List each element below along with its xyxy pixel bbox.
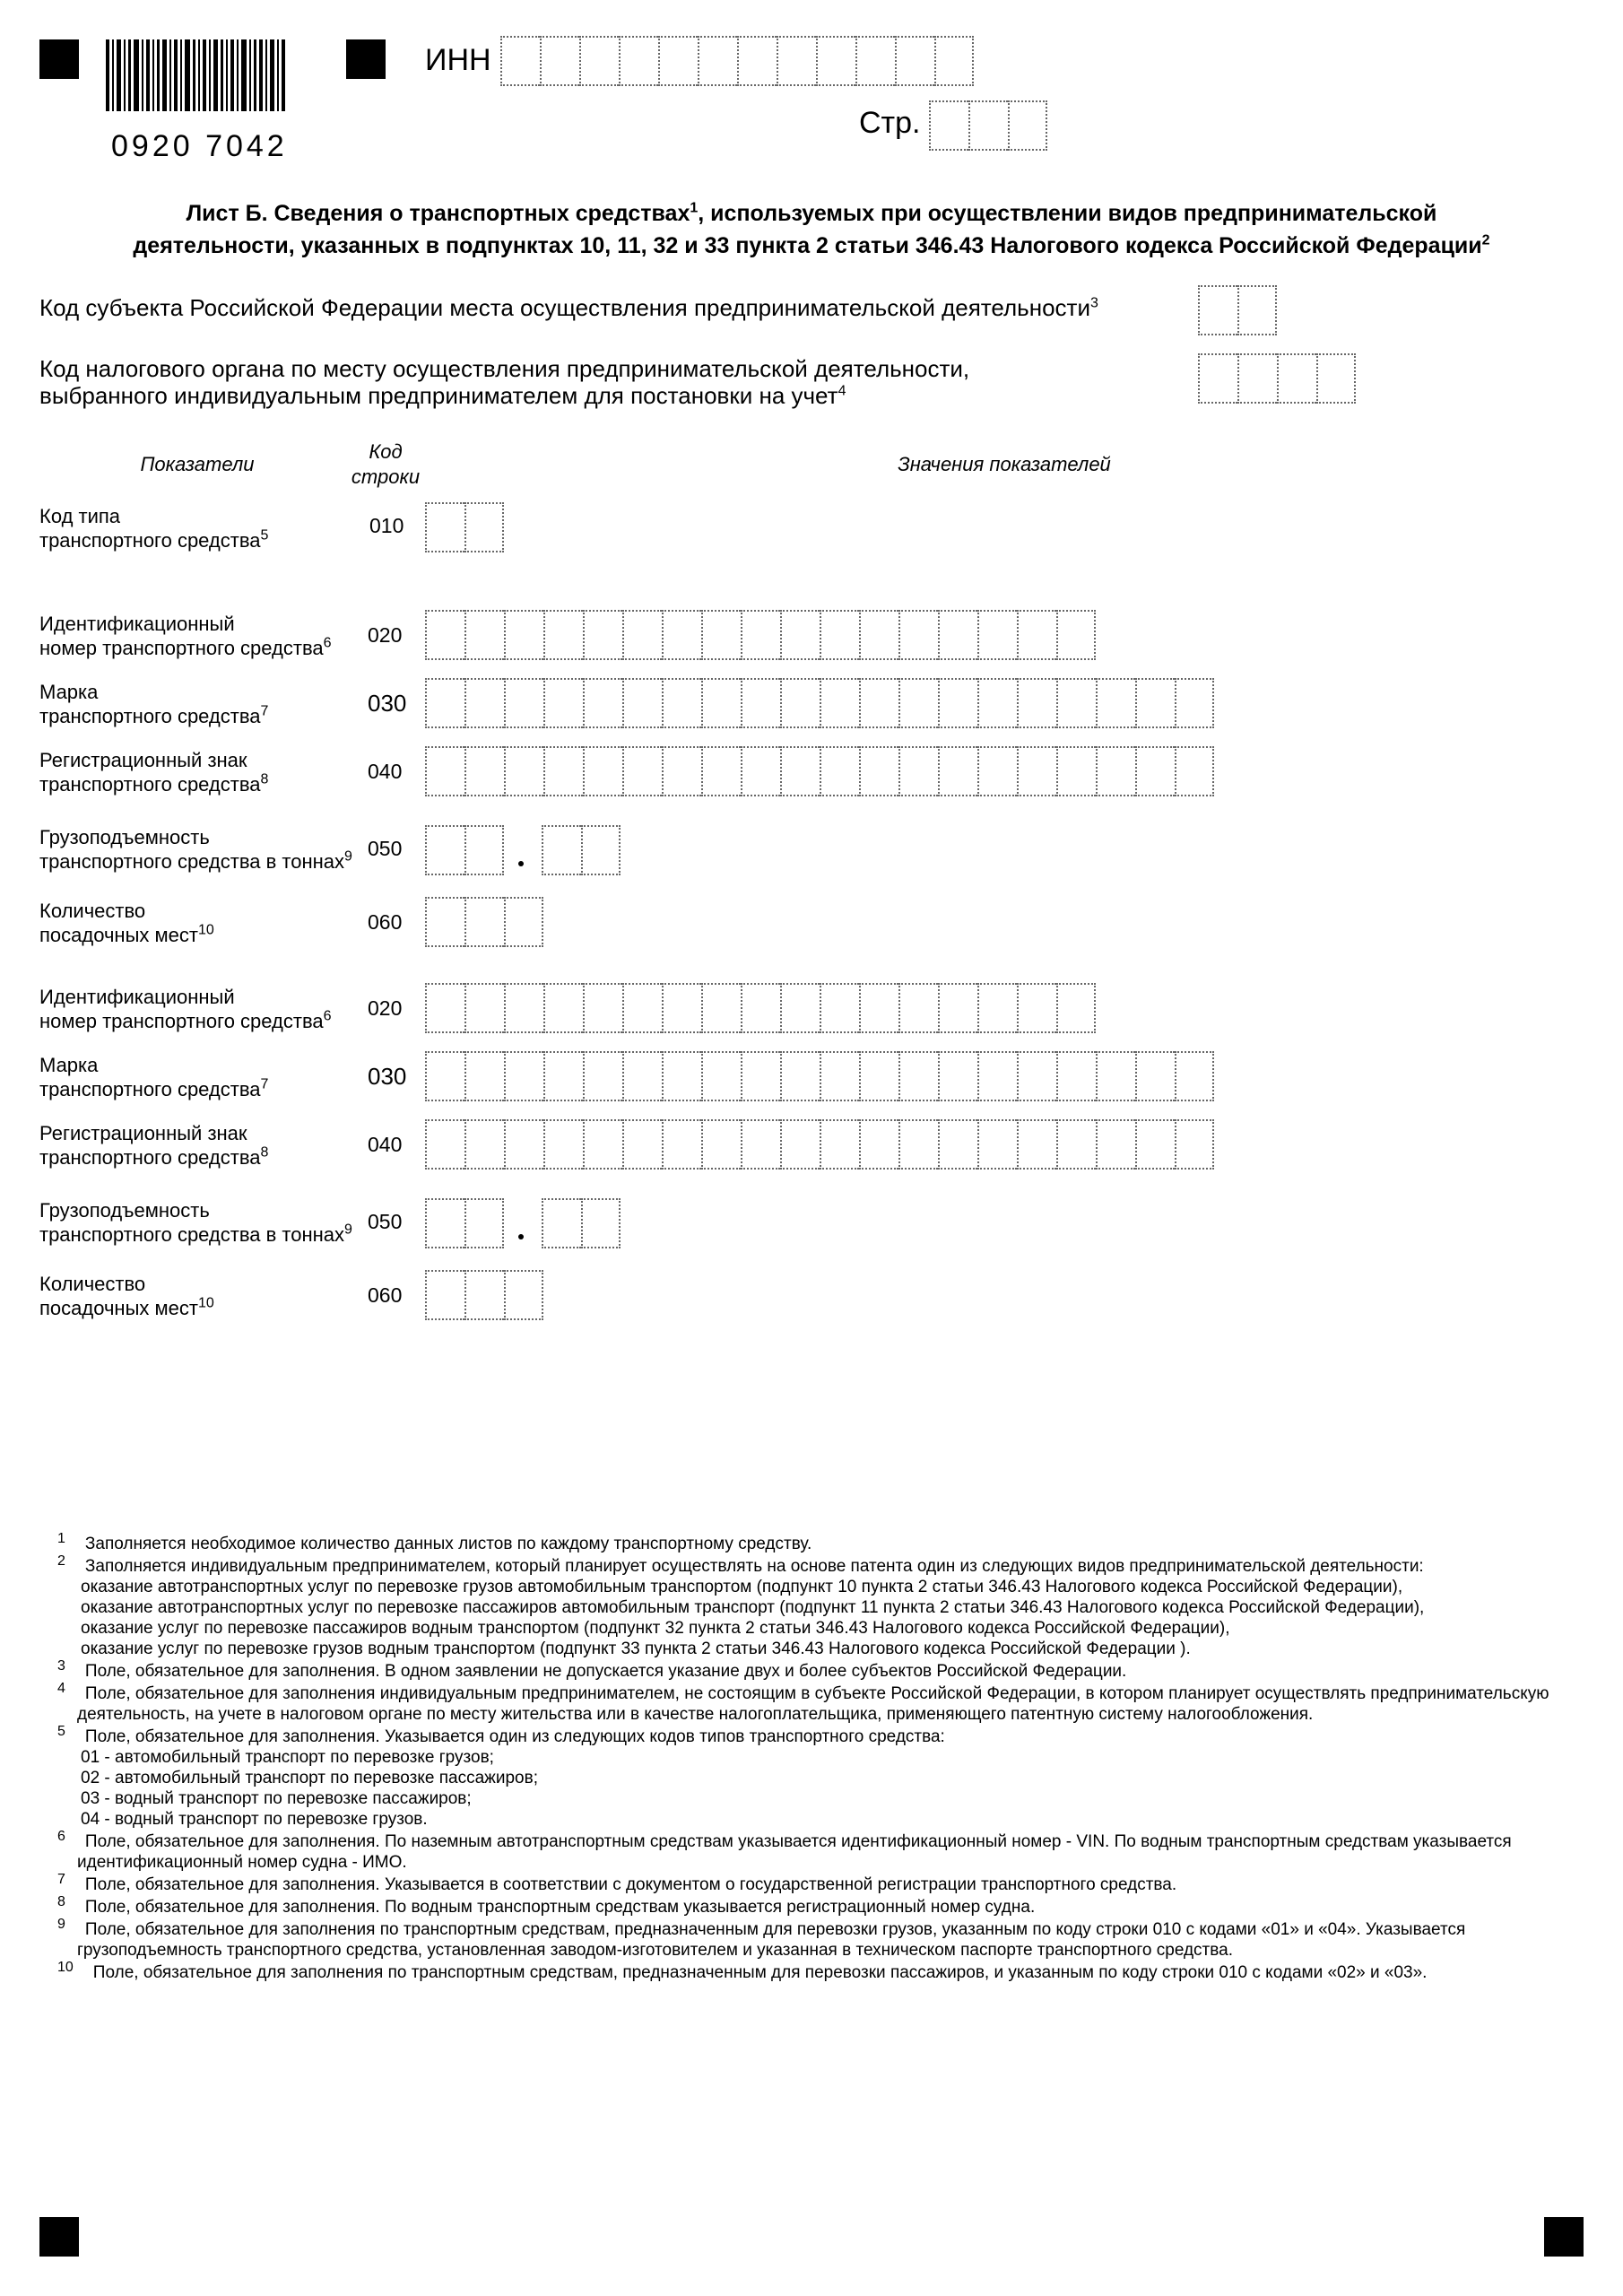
input-cell[interactable] bbox=[543, 1051, 583, 1101]
barcode bbox=[106, 39, 307, 163]
type-row-cells[interactable] bbox=[425, 502, 504, 552]
footnote: $^4$ Поле, обязательное для заполнения индивидуальным предпринимателем, не состоящим в субъекте Российской Федерации, в котором планирует осуществлять предпринимательскую деятельность, на учете в налоговом органе по месту жительства или в качестве налогоплательщика, применяющего патентную систему налогообложения. bbox=[57, 1680, 1549, 1724]
input-cell[interactable] bbox=[464, 1198, 504, 1248]
input-cell[interactable] bbox=[1056, 746, 1096, 796]
input-cell[interactable] bbox=[464, 746, 504, 796]
input-cell[interactable] bbox=[859, 610, 898, 660]
input-cell[interactable] bbox=[898, 1051, 938, 1101]
input-cell[interactable] bbox=[741, 746, 780, 796]
footnote: $^9$ Поле, обязательное для заполнения по транспортным средствам, предназначенным для перевозки грузов, указанным по коду строки 010 с кодами «01» и «04». Указывается грузоподъемность транспортного средства, установленная заводом-изготовителем и указанная в техническом паспорте транспортного средства. bbox=[57, 1916, 1466, 1960]
input-cell[interactable] bbox=[1198, 353, 1237, 404]
input-cell[interactable] bbox=[977, 678, 1017, 728]
input-cell[interactable] bbox=[425, 983, 464, 1033]
input-cell[interactable] bbox=[1096, 1051, 1135, 1101]
input-cell[interactable] bbox=[464, 825, 504, 875]
footnote: $^5$ Поле, обязательное для заполнения. Указывается один из следующих кодов типов транспортного средства: 01 - автомобильный транспорт по перевозке грузов; 02 - автомобильный транспорт по перевозке пассажиров; 03 - водный транспорт по перевозке пассажиров; 04 - водный транспорт по перевозке грузов. bbox=[57, 1723, 945, 1829]
vehicle-row-label: Количество посадочных мест$^{10}$ bbox=[39, 1273, 214, 1319]
input-cell[interactable] bbox=[1096, 746, 1135, 796]
region-code-cells[interactable] bbox=[1198, 285, 1277, 335]
input-cell[interactable] bbox=[543, 983, 583, 1033]
input-cell[interactable] bbox=[622, 746, 662, 796]
input-cell[interactable] bbox=[698, 36, 737, 86]
capacity-fraction-cells[interactable] bbox=[542, 825, 621, 875]
input-cell[interactable] bbox=[938, 983, 977, 1033]
input-cell[interactable] bbox=[1056, 1119, 1096, 1170]
input-cell[interactable] bbox=[583, 678, 622, 728]
input-cell[interactable] bbox=[1277, 353, 1316, 404]
input-cell[interactable] bbox=[898, 610, 938, 660]
sheet-title-line1: Лист Б. Сведения о транспортных средствах$^1$, используемых при осуществлении видов предпринимательской bbox=[186, 200, 1437, 226]
decimal-point bbox=[518, 861, 524, 866]
input-cell[interactable] bbox=[701, 1119, 741, 1170]
input-cell[interactable] bbox=[816, 36, 855, 86]
footnote: $^6$ Поле, обязательное для заполнения. По наземным автотранспортным средствам указывается идентификационный номер - VIN. По водным транспортным средствам указывается идентификационный номер судна - ИМО. bbox=[57, 1828, 1512, 1872]
input-cell[interactable] bbox=[425, 502, 464, 552]
input-cell[interactable] bbox=[540, 36, 579, 86]
vehicle-row-label: Регистрационный знак транспортного средства$^8$ bbox=[39, 1122, 269, 1169]
input-cell[interactable] bbox=[1017, 1119, 1056, 1170]
vehicle-row-label: Грузоподъемность транспортного средства в тоннах$^9$ bbox=[39, 826, 352, 873]
input-cell[interactable] bbox=[583, 1119, 622, 1170]
corner-marker-top-left bbox=[39, 39, 79, 79]
input-cell[interactable] bbox=[898, 678, 938, 728]
corner-marker-top-center bbox=[346, 39, 386, 79]
vehicle-row-label: Марка транспортного средства$^7$ bbox=[39, 681, 269, 727]
input-cell[interactable] bbox=[820, 746, 859, 796]
input-cell[interactable] bbox=[701, 678, 741, 728]
input-cell[interactable] bbox=[1175, 1119, 1214, 1170]
vehicle-row-code: 020 bbox=[368, 996, 403, 1020]
input-cell[interactable] bbox=[619, 36, 658, 86]
input-cell[interactable] bbox=[662, 610, 701, 660]
vehicle-row-code: 030 bbox=[368, 690, 407, 717]
input-cell[interactable] bbox=[1017, 746, 1056, 796]
footnote: $^1$ Заполняется необходимое количество данных листов по каждому транспортному средству. bbox=[57, 1530, 812, 1553]
input-cell[interactable] bbox=[1135, 1119, 1175, 1170]
input-cell[interactable] bbox=[1017, 678, 1056, 728]
vehicle-row-label: Грузоподъемность транспортного средства в тоннах$^9$ bbox=[39, 1199, 352, 1246]
page-label: Стр. bbox=[859, 106, 921, 140]
footnote: $^{10}$ Поле, обязательное для заполнения по транспортным средствам, предназначенным для перевозки пассажиров, и указанным по коду строки 010 с кодами «02» и «03». bbox=[57, 1959, 1428, 1982]
input-cell[interactable] bbox=[425, 1270, 464, 1320]
input-cell[interactable] bbox=[855, 36, 895, 86]
input-cell[interactable] bbox=[741, 1119, 780, 1170]
input-cell[interactable] bbox=[898, 746, 938, 796]
capacity-fraction-cells[interactable] bbox=[542, 1198, 621, 1248]
input-cell[interactable] bbox=[583, 610, 622, 660]
input-cell[interactable] bbox=[777, 36, 816, 86]
vehicle-row-cells[interactable] bbox=[425, 1051, 1214, 1101]
input-cell[interactable] bbox=[425, 746, 464, 796]
input-cell[interactable] bbox=[859, 746, 898, 796]
input-cell[interactable] bbox=[701, 1051, 741, 1101]
input-cell[interactable] bbox=[1056, 610, 1096, 660]
input-cell[interactable] bbox=[1135, 1051, 1175, 1101]
input-cell[interactable] bbox=[622, 983, 662, 1033]
input-cell[interactable] bbox=[464, 502, 504, 552]
input-cell[interactable] bbox=[1017, 983, 1056, 1033]
input-cell[interactable] bbox=[977, 1051, 1017, 1101]
input-cell[interactable] bbox=[425, 897, 464, 947]
sheet-title-line2: деятельности, указанных в подпунктах 10, 11, 32 и 33 пункта 2 статьи 346.43 Налогового кодекса Российской Федерации$^2$ bbox=[133, 232, 1490, 258]
input-cell[interactable] bbox=[780, 746, 820, 796]
header-indicators: Показатели bbox=[140, 453, 255, 475]
input-cell[interactable] bbox=[977, 610, 1017, 660]
input-cell[interactable] bbox=[929, 100, 968, 151]
input-cell[interactable] bbox=[583, 1051, 622, 1101]
input-cell[interactable] bbox=[622, 610, 662, 660]
input-cell[interactable] bbox=[464, 610, 504, 660]
input-cell[interactable] bbox=[820, 678, 859, 728]
input-cell[interactable] bbox=[662, 1119, 701, 1170]
input-cell[interactable] bbox=[542, 1198, 581, 1248]
input-cell[interactable] bbox=[859, 1119, 898, 1170]
input-cell[interactable] bbox=[622, 678, 662, 728]
input-cell[interactable] bbox=[662, 1051, 701, 1101]
input-cell[interactable] bbox=[938, 1119, 977, 1170]
input-cell[interactable] bbox=[1017, 1051, 1056, 1101]
input-cell[interactable] bbox=[780, 1051, 820, 1101]
input-cell[interactable] bbox=[543, 678, 583, 728]
capacity-integer-cells[interactable] bbox=[425, 1198, 504, 1248]
input-cell[interactable] bbox=[1237, 353, 1277, 404]
input-cell[interactable] bbox=[658, 36, 698, 86]
inn-label: ИНН bbox=[425, 43, 491, 77]
input-cell[interactable] bbox=[701, 610, 741, 660]
input-cell[interactable] bbox=[425, 1198, 464, 1248]
input-cell[interactable] bbox=[464, 1119, 504, 1170]
input-cell[interactable] bbox=[464, 1051, 504, 1101]
input-cell[interactable] bbox=[1096, 678, 1135, 728]
input-cell[interactable] bbox=[859, 1051, 898, 1101]
input-cell[interactable] bbox=[1017, 610, 1056, 660]
input-cell[interactable] bbox=[542, 825, 581, 875]
header-code: Код строки bbox=[351, 440, 421, 488]
footnote: $^8$ Поле, обязательное для заполнения. По водным транспортным средствам указывается регистрационный номер судна. bbox=[57, 1893, 1036, 1917]
vehicle-row-cells[interactable] bbox=[425, 897, 543, 947]
vehicle-row-code: 040 bbox=[368, 1133, 403, 1156]
input-cell[interactable] bbox=[504, 983, 543, 1033]
input-cell[interactable] bbox=[464, 1270, 504, 1320]
type-row-label: Код типа транспортного средства$^5$ bbox=[39, 505, 269, 552]
vehicle-row-code: 040 bbox=[368, 760, 403, 783]
input-cell[interactable] bbox=[1056, 1051, 1096, 1101]
input-cell[interactable] bbox=[464, 897, 504, 947]
input-cell[interactable] bbox=[1316, 353, 1356, 404]
input-cell[interactable] bbox=[741, 678, 780, 728]
input-cell[interactable] bbox=[820, 610, 859, 660]
input-cell[interactable] bbox=[1175, 678, 1214, 728]
vehicle-row-label: Идентификационный номер транспортного средства$^6$ bbox=[39, 613, 332, 659]
vehicle-row-code: 060 bbox=[368, 1283, 403, 1307]
vehicle-row-code: 030 bbox=[368, 1063, 407, 1090]
input-cell[interactable] bbox=[859, 983, 898, 1033]
input-cell[interactable] bbox=[895, 36, 934, 86]
input-cell[interactable] bbox=[662, 678, 701, 728]
input-cell[interactable] bbox=[1198, 285, 1237, 335]
input-cell[interactable] bbox=[898, 1119, 938, 1170]
input-cell[interactable] bbox=[504, 1119, 543, 1170]
input-cell[interactable] bbox=[425, 678, 464, 728]
barcode-number: 0920 7042 bbox=[111, 129, 288, 163]
input-cell[interactable] bbox=[780, 1119, 820, 1170]
input-cell[interactable] bbox=[977, 746, 1017, 796]
input-cell[interactable] bbox=[820, 1119, 859, 1170]
vehicle-row-code: 060 bbox=[368, 910, 403, 934]
input-cell[interactable] bbox=[579, 36, 619, 86]
input-cell[interactable] bbox=[938, 1051, 977, 1101]
input-cell[interactable] bbox=[1056, 983, 1096, 1033]
input-cell[interactable] bbox=[581, 1198, 621, 1248]
input-cell[interactable] bbox=[701, 983, 741, 1033]
input-cell[interactable] bbox=[662, 983, 701, 1033]
sheet-title bbox=[54, 197, 1569, 262]
input-cell[interactable] bbox=[504, 1270, 543, 1320]
vehicle-row-label: Регистрационный знак транспортного средства$^8$ bbox=[39, 749, 269, 796]
input-cell[interactable] bbox=[938, 610, 977, 660]
input-cell[interactable] bbox=[504, 897, 543, 947]
vehicle-row-cells[interactable] bbox=[425, 983, 1096, 1033]
input-cell[interactable] bbox=[1175, 1051, 1214, 1101]
footnotes bbox=[57, 1530, 1584, 1983]
input-cell[interactable] bbox=[504, 1051, 543, 1101]
vehicle-row-code: 020 bbox=[368, 623, 403, 647]
input-cell[interactable] bbox=[543, 746, 583, 796]
input-cell[interactable] bbox=[968, 100, 1008, 151]
input-cell[interactable] bbox=[425, 610, 464, 660]
vehicle-row-label: Марка транспортного средства$^7$ bbox=[39, 1054, 269, 1100]
input-cell[interactable] bbox=[425, 1119, 464, 1170]
corner-marker-bottom-right bbox=[1544, 2217, 1584, 2257]
header-values: Значения показателей bbox=[898, 453, 1111, 475]
vehicle-row-code: 050 bbox=[368, 1210, 403, 1233]
region-code-label: Код субъекта Российской Федерации места осуществления предпринимательской деятельности$^3$ bbox=[39, 294, 1098, 321]
tax-office-code-cells[interactable] bbox=[1198, 353, 1356, 404]
capacity-integer-cells[interactable] bbox=[425, 825, 504, 875]
input-cell[interactable] bbox=[504, 746, 543, 796]
input-cell[interactable] bbox=[977, 1119, 1017, 1170]
inn-cells[interactable] bbox=[500, 36, 974, 86]
input-cell[interactable] bbox=[934, 36, 974, 86]
input-cell[interactable] bbox=[741, 610, 780, 660]
input-cell[interactable] bbox=[464, 983, 504, 1033]
vehicle-row-cells[interactable] bbox=[425, 678, 1214, 728]
type-row-code: 010 bbox=[369, 514, 404, 537]
input-cell[interactable] bbox=[1135, 678, 1175, 728]
input-cell[interactable] bbox=[737, 36, 777, 86]
input-cell[interactable] bbox=[543, 1119, 583, 1170]
barcode-bars bbox=[106, 39, 307, 111]
input-cell[interactable] bbox=[1096, 1119, 1135, 1170]
input-cell[interactable] bbox=[898, 983, 938, 1033]
decimal-point bbox=[518, 1234, 524, 1239]
vehicle-row-code: 050 bbox=[368, 837, 403, 860]
input-cell[interactable] bbox=[701, 746, 741, 796]
input-cell[interactable] bbox=[741, 1051, 780, 1101]
input-cell[interactable] bbox=[425, 825, 464, 875]
input-cell[interactable] bbox=[1237, 285, 1277, 335]
input-cell[interactable] bbox=[504, 610, 543, 660]
tax-office-code-label: Код налогового органа по месту осуществления предпринимательской деятельности, выбранного индивидуальным предпринимателем для постановки на учет$^4$ bbox=[39, 355, 970, 409]
input-cell[interactable] bbox=[820, 1051, 859, 1101]
input-cell[interactable] bbox=[780, 983, 820, 1033]
input-cell[interactable] bbox=[938, 746, 977, 796]
input-cell[interactable] bbox=[425, 1051, 464, 1101]
input-cell[interactable] bbox=[1175, 746, 1214, 796]
input-cell[interactable] bbox=[581, 825, 621, 875]
input-cell[interactable] bbox=[1056, 678, 1096, 728]
input-cell[interactable] bbox=[780, 610, 820, 660]
vehicle-row-cells[interactable] bbox=[425, 1119, 1214, 1170]
input-cell[interactable] bbox=[622, 1051, 662, 1101]
input-cell[interactable] bbox=[662, 746, 701, 796]
footnote: $^3$ Поле, обязательное для заполнения. В одном заявлении не допускается указание двух и более субъектов Российской Федерации. bbox=[57, 1657, 1127, 1681]
footnote: $^7$ Поле, обязательное для заполнения. Указывается в соответствии с документом о государственной регистрации транспортного средства. bbox=[57, 1871, 1177, 1894]
input-cell[interactable] bbox=[1135, 746, 1175, 796]
input-cell[interactable] bbox=[780, 678, 820, 728]
input-cell[interactable] bbox=[938, 678, 977, 728]
input-cell[interactable] bbox=[1008, 100, 1047, 151]
vehicle-row-label: Количество посадочных мест$^{10}$ bbox=[39, 900, 214, 946]
vehicle-row-label: Идентификационный номер транспортного средства$^6$ bbox=[39, 986, 332, 1032]
footnote: $^2$ Заполняется индивидуальным предпринимателем, который планирует осуществлять на основе патента один из следующих видов предпринимательской деятельности: оказание автотранспортных услуг по перевозке грузов автомобильным транспортом (подпункт 10 пункта 2 статьи 346.43 Налогового кодекса Российской Федерации), оказание автотранспортных услуг по перевозке пассажиров автомобильным транспорт (подпункт 11 пункта 2 статьи 346.43 Налогового кодекса Российской Федерации), оказание услуг по перевозке пассажиров водным транспортом (подпункт 32 пункта 2 статьи 346.43 Налогового кодекса Российской Федерации), оказание услуг по перевозке грузов водным транспортом (подпункт 33 пункта 2 статьи 346.43 Налогового кодекса Российской Федерации ). bbox=[57, 1552, 1425, 1658]
vehicle-row-cells[interactable] bbox=[425, 610, 1096, 660]
input-cell[interactable] bbox=[583, 746, 622, 796]
input-cell[interactable] bbox=[820, 983, 859, 1033]
vehicle-row-cells[interactable] bbox=[425, 1270, 543, 1320]
input-cell[interactable] bbox=[741, 983, 780, 1033]
input-cell[interactable] bbox=[500, 36, 540, 86]
input-cell[interactable] bbox=[504, 678, 543, 728]
input-cell[interactable] bbox=[464, 678, 504, 728]
corner-marker-bottom-left bbox=[39, 2217, 79, 2257]
input-cell[interactable] bbox=[583, 983, 622, 1033]
input-cell[interactable] bbox=[977, 983, 1017, 1033]
vehicle-row-cells[interactable] bbox=[425, 746, 1214, 796]
page-cells[interactable] bbox=[929, 100, 1047, 151]
input-cell[interactable] bbox=[859, 678, 898, 728]
input-cell[interactable] bbox=[622, 1119, 662, 1170]
input-cell[interactable] bbox=[543, 610, 583, 660]
